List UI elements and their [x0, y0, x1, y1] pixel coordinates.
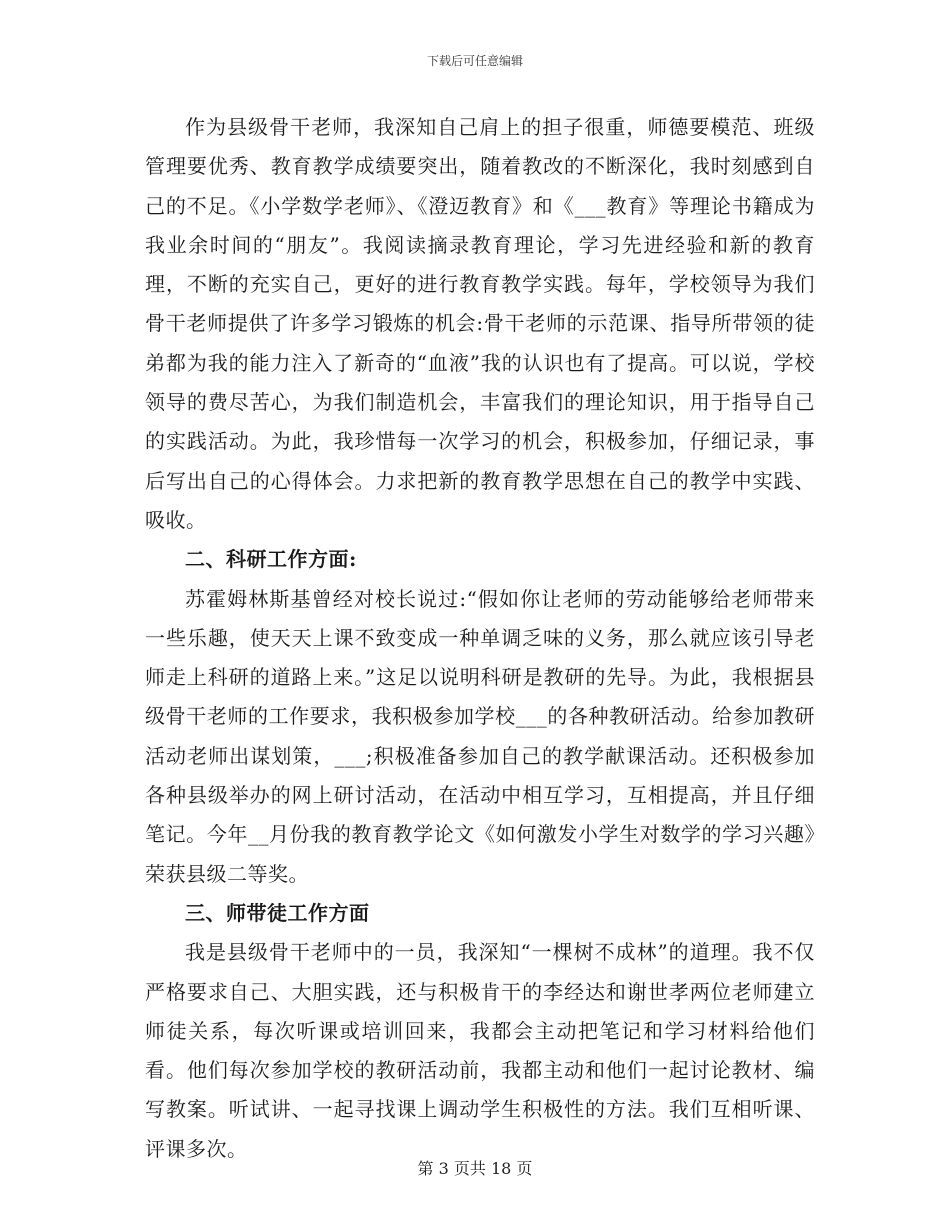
paragraph-mentoring: 我是县级骨干老师中的一员，我深知“一棵树不成林”的道理。我不仅严格要求自己、大胆实践，还与积极肯干的李经达和谢世孝两位老师建立师徒关系，每次听课或培训回来，我都会主动把笔记和学习材料给他们看。他们每次参加学校的教研活动前，我都主动和他们一起讨论教材、编写教案。听试讲、一起寻找课上调动学生积极性的方法。我们互相听课、评课多次。 [145, 940, 815, 1161]
paragraph-research: 苏霍姆林斯基曾经对校长说过:“假如你让老师的劳动能够给老师带来一些乐趣，使天天上课不致变成一种单调乏味的义务，那么就应该引导老师走上科研的道路上来。”这足以说明科研是教研的先导。为此，我根据县级骨干老师的工作要求，我积极参加学校___的各种教研活动。给参加教研活动老师出谋划策，___;积极准备参加自己的教学献课活动。还积极参加各种县级举办的网上研讨活动，在活动中相互学习，互相提高，并且仔细笔记。今年__月份我的教育教学论文《如何激发小学生对数学的学习兴趣》荣获县级二等奖。 [145, 586, 815, 886]
page-number: 第 3 页共 18 页 [417, 1159, 533, 1178]
document-body [145, 108, 815, 1169]
section-heading-mentoring: 三、师带徒工作方面 [185, 900, 370, 925]
page-header-note: 下载后可任意编辑 [426, 54, 523, 68]
paragraph-self-study: 作为县级骨干老师，我深知自己肩上的担子很重，师德要模范、班级管理要优秀、教育教学成绩要突出，随着教改的不断深化，我时刻感到自己的不足。《小学数学老师》、《澄迈教育》和《___教育》等理论书籍成为我业余时间的“朋友”。我阅读摘录教育理论，学习先进经验和新的教育理，不断的充实自己，更好的进行教育教学实践。每年，学校领导为我们骨干老师提供了许多学习锻炼的机会:骨干老师的示范课、指导所带领的徒弟都为我的能力注入了新奇的“血液”我的认识也有了提高。可以说，学校领导的费尽苦心，为我们制造机会，丰富我们的理论知识，用于指导自己的实践活动。为此，我珍惜每一次学习的机会，积极参加，仔细记录，事后写出自己的心得体会。力求把新的教育教学思想在自己的教学中实践、吸收。 [145, 115, 815, 532]
section-heading-research: 二、科研工作方面: [185, 547, 357, 572]
